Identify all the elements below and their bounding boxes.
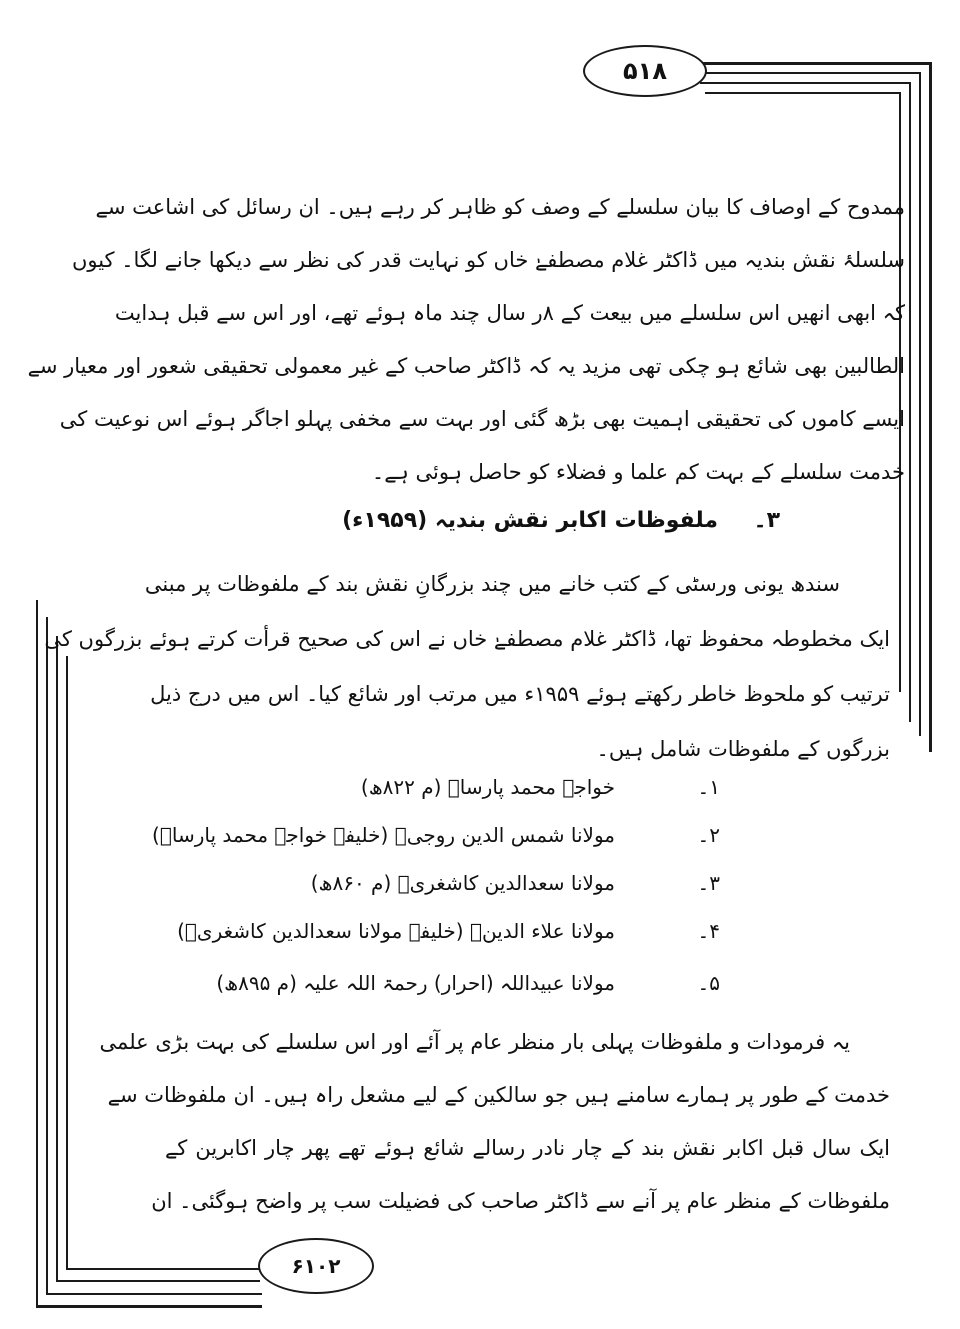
paragraph-1-line: ممدوح کے اوصاف کا بیان سلسلے کے وصف کو ظاہر کر رہے ہیں۔ ان رسائل کی اشاعت سے <box>95 195 905 219</box>
list-item <box>240 871 720 907</box>
frame-left-line-1 <box>36 600 38 1306</box>
frame-top-line-2 <box>700 72 920 74</box>
list-item <box>152 823 720 859</box>
saints-list <box>152 775 720 1015</box>
frame-top-line-1 <box>700 62 930 65</box>
paragraph-2-line: بزرگوں کے ملفوظات شامل ہیں۔ <box>596 737 890 761</box>
list-item <box>177 919 720 955</box>
top-page-number: ۵۱۸ <box>583 45 707 97</box>
list-item-number: ۲۔ <box>697 823 720 847</box>
list-item-text: مولانا عبیداللہ (احرار) رحمۃ اللہ علیہ (م ۸۹۵ھ) <box>216 971 615 995</box>
paragraph-2-line: ترتیب کو ملحوظ خاطر رکھتے ہوئے ۱۹۵۹ء میں مرتب اور شائع کیا۔ اس میں درج ذیل <box>150 682 890 706</box>
paragraph-2-line: سندھ یونی ورسٹی کے کتب خانے میں چند بزرگانِ نقش بند کے ملفوظات پر مبنی <box>144 572 840 596</box>
paragraph-3-line: ملفوظات کے منظر عام پر آنے سے ڈاکٹر صاحب کی فضیلت سب پر واضح ہوگئی۔ ان <box>151 1189 890 1213</box>
list-item-text: مولانا شمس الدین روجیؒ (خلیفہ خواجہ محمد پارساؒ) <box>152 823 615 847</box>
frame-top-line-4 <box>705 92 900 94</box>
paragraph-1-line: ایسے کاموں کی تحقیقی اہمیت بھی بڑھ گئی اور بہت سے مخفی پہلو اجاگر ہوئے اس نوعیت کی <box>59 407 905 431</box>
paragraph-3-line: ایک سال قبل اکابر نقش بند کے چار نادر رسالے شائع ہوئے تھے پھر چار اکابرین کے <box>165 1136 890 1160</box>
list-item-text: مولانا سعدالدین کاشغریؒ (م ۸۶۰ھ) <box>310 871 615 895</box>
frame-right-line-2 <box>919 72 921 736</box>
frame-top-line-3 <box>700 82 910 84</box>
section-heading-title: ملفوظات اکابر نقش بندیہ (۱۹۵۹ء) <box>342 508 718 533</box>
paragraph-3-line: یہ فرمودات و ملفوظات پہلی بار منظر عام پر آئے اور اس سلسلے کی بہت بڑی علمی <box>99 1030 850 1054</box>
section-heading-number: ۳۔ <box>753 508 780 533</box>
paragraph-2-line: ایک مخطوطہ محفوظ تھا، ڈاکٹر غلام مصطفےٰ خاں نے اس کی صحیح قرأت کرتے ہوئے بزرگوں کی <box>44 627 890 651</box>
frame-left-line-3 <box>56 636 58 1280</box>
frame-bottom-line-4 <box>66 1268 260 1270</box>
paragraph-1-line: کہ ابھی انھیں اس سلسلے میں بیعت کے ۸ر سال چند ماہ ہوئے تھے، اور اس سے قبل ہدایت <box>114 301 905 325</box>
list-item <box>216 971 720 1007</box>
paragraph-1-line: خدمت سلسلے کے بہت کم علما و فضلاء کو حاصل ہوئی ہے۔ <box>371 460 905 484</box>
paragraph-3-line: خدمت کے طور پر ہمارے سامنے ہیں جو سالکین کے لیے مشعل راہ ہیں۔ ان ملفوظات سے <box>107 1083 890 1107</box>
paragraph-1-line: الطالبین بھی شائع ہو چکی تھی مزید یہ کہ ڈاکٹر صاحب کے غیر معمولی تحقیقی شعور اور معیار سے <box>27 354 905 378</box>
section-heading <box>342 508 780 544</box>
paragraph-1-line: سلسلۂ نقش بندیہ میں ڈاکٹر غلام مصطفےٰ خاں کو نہایت قدر کی نظر سے دیکھا جانے لگا۔ کیوں <box>71 248 905 272</box>
frame-bottom-line-1 <box>36 1305 262 1308</box>
frame-right-line-4 <box>899 92 901 692</box>
list-item-number: ۴۔ <box>697 919 720 943</box>
frame-right-line-1 <box>929 62 932 752</box>
frame-left-line-4 <box>66 656 68 1268</box>
list-item-number: ۵۔ <box>697 971 720 995</box>
list-item-text: خواجہ محمد پارساؒ (م ۸۲۲ھ) <box>360 775 615 799</box>
bottom-page-number: ۶۱۰۲ <box>258 1238 374 1294</box>
frame-bottom-line-2 <box>46 1293 262 1295</box>
list-item-number: ۳۔ <box>697 871 720 895</box>
list-item-number: ۱۔ <box>697 775 720 799</box>
frame-right-line-3 <box>909 82 911 722</box>
frame-bottom-line-3 <box>56 1280 260 1282</box>
list-item <box>240 775 720 811</box>
list-item-text: مولانا علاء الدینؒ (خلیفہ مولانا سعدالدین کاشغریؒ) <box>177 919 615 943</box>
frame-left-line-2 <box>46 617 48 1293</box>
